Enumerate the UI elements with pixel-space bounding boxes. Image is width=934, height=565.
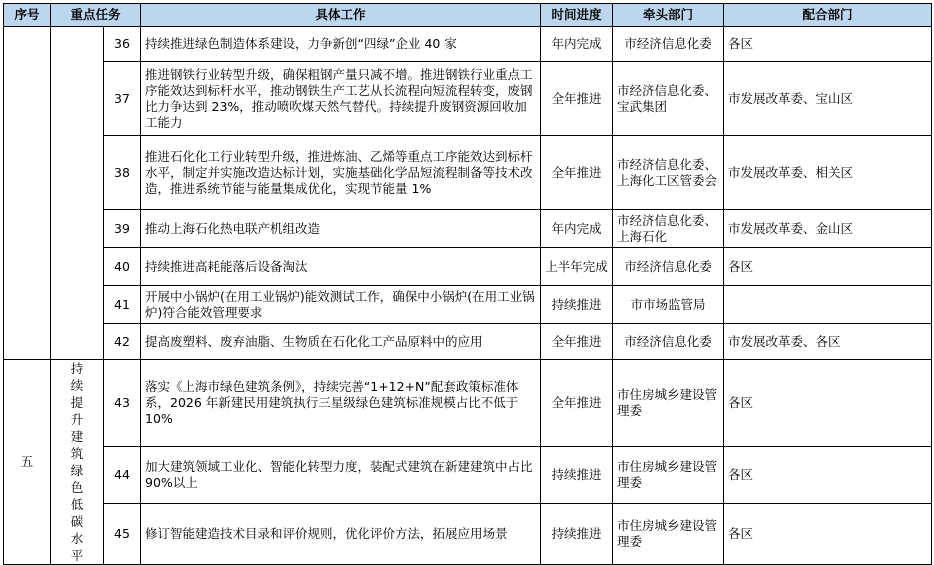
lead-text: 市住房城乡建设管理委 [617, 518, 718, 550]
lead-text: 市经济信息化委 [624, 36, 712, 51]
coop-cell: 市发展改革委、相关区 [724, 136, 932, 210]
seq-cell-empty [4, 27, 51, 360]
header-row [4, 4, 932, 27]
task-char: 绿 [70, 463, 84, 478]
work-cell: 修订智能建造技术目录和评价规则，优化评价方法，拓展应用场景 [141, 504, 541, 565]
lead-text: 市经济信息化委、上海石化 [617, 212, 718, 244]
table-row [4, 210, 932, 248]
header-lead: 牵头部门 [613, 4, 724, 27]
work-cell: 开展中小锅炉(在用工业锅炉)能效测试工作，确保中小锅炉(在用工业锅炉)符合能效管理要求 [141, 286, 541, 324]
lead-text: 市经济信息化委、上海化工区管委会 [617, 156, 718, 188]
coop-cell: 各区 [724, 248, 932, 286]
lead-cell [613, 62, 724, 136]
table-row [4, 324, 932, 360]
group-task [51, 360, 104, 565]
row-number: 38 [104, 136, 141, 210]
coop-cell: 市发展改革委、宝山区 [724, 62, 932, 136]
task-char: 建 [70, 429, 84, 444]
row-number: 40 [104, 248, 141, 286]
time-cell: 上半年完成 [541, 248, 613, 286]
header-coop: 配合部门 [724, 4, 932, 27]
work-cell: 持续推进绿色制造体系建设，力争新创“四绿”企业 40 家 [141, 27, 541, 62]
header-task: 重点任务 [51, 4, 141, 27]
work-cell: 提高废塑料、废弃油脂、生物质在石化化工产品原料中的应用 [141, 324, 541, 360]
header-work: 具体工作 [141, 4, 541, 27]
header-seq: 序号 [4, 4, 51, 27]
row-number: 37 [104, 62, 141, 136]
work-cell: 落实《上海市绿色建筑条例》，持续完善“1+12+N”配套政策标准体系，2026 年新建民用建筑执行三星级绿色建筑标准规模占比不低于 10% [141, 360, 541, 447]
time-cell: 持续推进 [541, 286, 613, 324]
lead-cell [613, 136, 724, 210]
lead-text: 市经济信息化委 [624, 258, 712, 274]
lead-text: 市经济信息化委、宝武集团 [617, 82, 718, 114]
task-char: 筑 [70, 446, 84, 461]
work-cell: 推进钢铁行业转型升级，确保粗钢产量只减不增。推进钢铁行业重点工序能效达到标杆水平，推动钢铁生产工艺从长流程向短流程转变，废钢比力争达到 23%，推动喷吹煤天然气替代。持续提升废钢资源回收加工能力 [141, 62, 541, 136]
work-cell: 推进石化化工行业转型升级，推进炼油、乙烯等重点工序能效达到标杆水平，制定并实施改造达标计划，实施基础化学品短流程制备等技术改造，推进系统节能与能量集成优化，实现节能量 1% [141, 136, 541, 210]
table-row [4, 446, 932, 503]
lead-text: 市住房城乡建设管理委 [617, 459, 718, 491]
table-row [4, 360, 932, 447]
row-number: 43 [104, 360, 141, 447]
time-cell: 全年推进 [541, 324, 613, 360]
row-number: 45 [104, 504, 141, 565]
table-row [4, 27, 932, 62]
table-row [4, 248, 932, 286]
lead-text: 市市场监管局 [630, 296, 706, 312]
time-cell: 全年推进 [541, 62, 613, 136]
lead-cell [613, 248, 724, 286]
lead-cell [613, 324, 724, 360]
time-cell: 持续推进 [541, 504, 613, 565]
lead-text: 市经济信息化委 [624, 333, 712, 349]
work-cell: 推动上海石化热电联产机组改造 [141, 210, 541, 248]
task-char: 碳 [70, 514, 84, 529]
task-char: 平 [70, 548, 84, 563]
table-row [4, 62, 932, 136]
work-cell: 持续推进高耗能落后设备淘汰 [141, 248, 541, 286]
lead-cell [613, 360, 724, 447]
work-cell: 加大建筑领域工业化、智能化转型力度，装配式建筑在新建建筑中占比 90%以上 [141, 446, 541, 503]
lead-cell [613, 504, 724, 565]
coop-cell: 各区 [724, 504, 932, 565]
coop-cell: 市发展改革委、各区 [724, 324, 932, 360]
coop-cell [724, 286, 932, 324]
time-cell: 年内完成 [541, 27, 613, 62]
table-row [4, 136, 932, 210]
coop-cell: 市发展改革委、金山区 [724, 210, 932, 248]
coop-cell: 各区 [724, 446, 932, 503]
coop-cell: 各区 [724, 360, 932, 447]
row-number: 36 [104, 27, 141, 62]
task-table [3, 3, 932, 565]
lead-text: 市住房城乡建设管理委 [617, 386, 718, 418]
table-row [4, 504, 932, 565]
task-cell-empty [51, 27, 104, 360]
coop-cell: 各区 [724, 27, 932, 62]
time-cell: 年内完成 [541, 210, 613, 248]
lead-cell [613, 210, 724, 248]
task-char: 续 [70, 378, 84, 393]
lead-cell [613, 27, 724, 62]
row-number: 44 [104, 446, 141, 503]
table-row [4, 286, 932, 324]
task-char: 升 [70, 412, 84, 427]
task-char: 水 [70, 531, 84, 546]
row-number: 42 [104, 324, 141, 360]
row-number: 41 [104, 286, 141, 324]
group-number: 五 [4, 360, 51, 565]
time-cell: 全年推进 [541, 360, 613, 447]
task-char: 提 [70, 395, 84, 410]
lead-cell [613, 446, 724, 503]
header-time: 时间进度 [541, 4, 613, 27]
task-char: 持 [70, 361, 84, 376]
task-char: 色 [70, 480, 84, 495]
row-number: 39 [104, 210, 141, 248]
time-cell: 全年推进 [541, 136, 613, 210]
lead-cell [613, 286, 724, 324]
task-char: 低 [70, 497, 84, 512]
time-cell: 持续推进 [541, 446, 613, 503]
